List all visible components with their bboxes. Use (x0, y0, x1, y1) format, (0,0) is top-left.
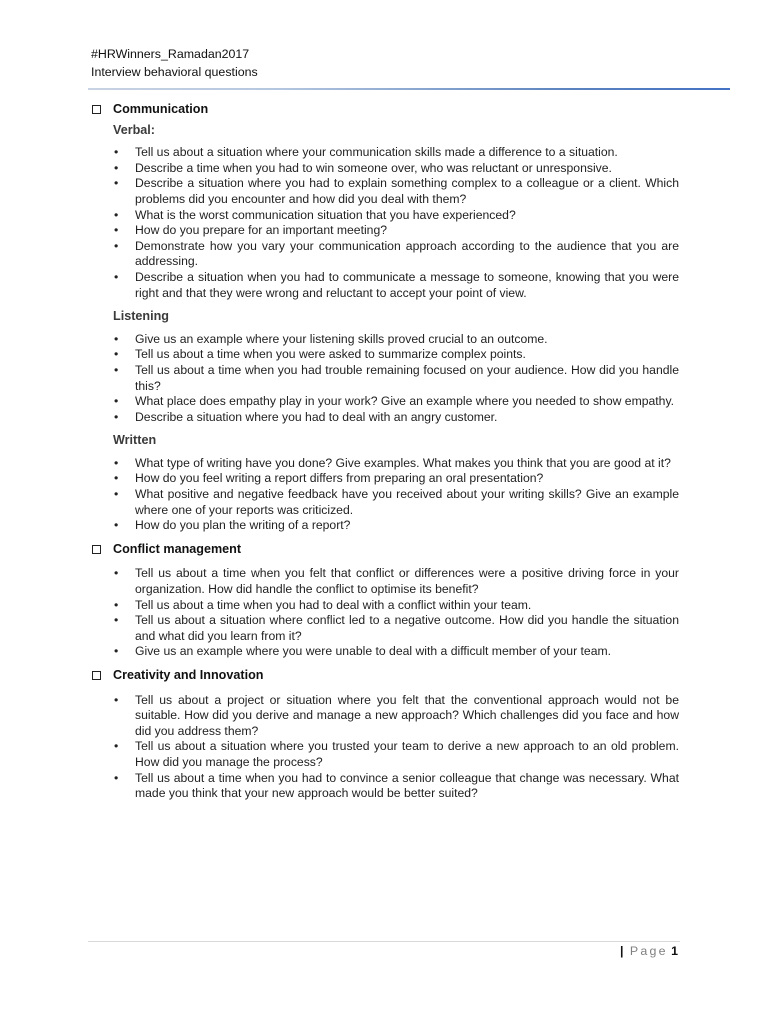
subsection-title-verbal: Verbal: (113, 122, 155, 137)
checkbox-square-icon (92, 671, 101, 680)
bullet-icon: • (114, 362, 119, 377)
section-title: Creativity and Innovation (113, 668, 264, 682)
question-list-written (91, 456, 679, 534)
list-item: • How do you prepare for an important meeting? (114, 223, 388, 238)
list-item: • Describe a situation when you had to communicate a message to someone, knowing that you were right and that they were wrong and reluctant to accept your point of view. (114, 269, 679, 300)
bullet-icon: • (114, 597, 119, 612)
bullet-icon: • (114, 487, 119, 502)
header-subtitle: Interview behavioral questions (91, 65, 258, 79)
list-item: • How do you plan the writing of a report? (114, 518, 351, 533)
bullet-icon: • (114, 613, 119, 628)
page-number: 1 (671, 944, 679, 958)
list-item: • Tell us about a situation where your communication skills made a difference to a situation. (114, 145, 618, 160)
bullet-icon: • (114, 269, 119, 284)
page-label: Page (629, 944, 668, 958)
bullet-icon: • (114, 145, 119, 160)
list-item: • Tell us about a situation where conflict led to a negative outcome. How did you handle the situation and what did you learn from it? (114, 613, 679, 643)
subsection-title-written: Written (113, 433, 157, 448)
bullet-icon: • (114, 518, 119, 533)
section-heading (91, 668, 679, 684)
list-item: • Tell us about a time when you felt that conflict or differences were a positive driving force in your organization. How did handle the conflict to optimise its benefit? (114, 566, 679, 597)
header-divider (88, 88, 730, 90)
bullet-icon: • (114, 223, 119, 238)
list-item: • Describe a situation where you had to explain something complex to a colleague or a client. Which problems did you encounter and how did you deal with them? (114, 176, 679, 206)
bullet-icon: • (114, 176, 119, 191)
list-item: • Describe a time when you had to win someone over, who was reluctant or unresponsive. (114, 160, 612, 175)
section-heading (91, 542, 679, 558)
bullet-icon: • (114, 455, 119, 470)
list-item: • What positive and negative feedback have you received about your writing skills? Give an example where one of your reports was criticized. (114, 487, 679, 517)
list-item: • How do you feel writing a report differs from preparing an oral presentation? (114, 471, 544, 486)
question-list-listening (91, 332, 679, 426)
section-title: Communication (113, 102, 209, 116)
section-conflict-management (91, 542, 679, 660)
list-item: • Give us an example where you were unable to deal with a difficult member of your team. (114, 644, 612, 659)
list-item: • Give us an example where your listening skills proved crucial to an outcome. (114, 331, 548, 346)
bullet-icon: • (114, 160, 119, 175)
header-hashtag: #HRWinners_Ramadan2017 (91, 47, 250, 61)
list-item: • Tell us about a situation where you trusted your team to derive a new approach to an old problem. How did you manage the process? (114, 739, 679, 769)
bullet-icon: • (114, 644, 119, 659)
section-title: Conflict management (113, 541, 242, 556)
list-item: • Tell us about a time when you had trouble remaining focused on your audience. How did you handle this? (114, 362, 679, 393)
bullet-icon: • (114, 770, 119, 785)
section-communication (91, 102, 679, 534)
section-creativity-innovation (91, 668, 679, 802)
bullet-icon: • (114, 238, 119, 253)
question-list-verbal (91, 145, 679, 301)
question-list-creativity (91, 693, 679, 802)
list-item: • Tell us about a time when you had to deal with a conflict within your team. (114, 597, 532, 612)
list-item: • Describe a situation where you had to deal with an angry customer. (114, 409, 498, 424)
footer-divider (88, 941, 680, 942)
subsection-title-listening: Listening (113, 309, 169, 324)
bullet-icon: • (114, 409, 119, 424)
footer-separator: | (620, 944, 624, 958)
list-item: • Demonstrate how you vary your communication approach according to the audience that you are addressing. (114, 238, 679, 269)
list-item: • Tell us about a time when you had to convince a senior colleague that change was necessary. What made you think that your new approach would be better suited? (114, 770, 679, 801)
document-body (91, 98, 679, 810)
checkbox-square-icon (92, 545, 101, 554)
list-item: • What place does empathy play in your work? Give an example where you needed to show empathy. (114, 394, 675, 409)
bullet-icon: • (114, 207, 119, 222)
bullet-icon: • (114, 566, 119, 581)
bullet-icon: • (114, 739, 119, 754)
section-heading (91, 102, 679, 118)
bullet-icon: • (114, 471, 119, 486)
document-header (91, 45, 258, 81)
checkbox-square-icon (92, 105, 101, 114)
list-item: • Tell us about a time when you were asked to summarize complex points. (114, 347, 526, 362)
question-list-conflict (91, 566, 679, 660)
page-footer (620, 944, 678, 958)
list-item: • What is the worst communication situation that you have experienced? (114, 207, 516, 222)
list-item: • What type of writing have you done? Give examples. What makes you think that you are good at it? (114, 455, 671, 470)
bullet-icon: • (114, 692, 119, 707)
bullet-icon: • (114, 347, 119, 362)
list-item: • Tell us about a project or situation where you felt that the conventional approach would not be suitable. How did you derive and manage a new approach? Which challenges did you face and how did you address them? (114, 692, 679, 738)
bullet-icon: • (114, 331, 119, 346)
bullet-icon: • (114, 394, 119, 409)
